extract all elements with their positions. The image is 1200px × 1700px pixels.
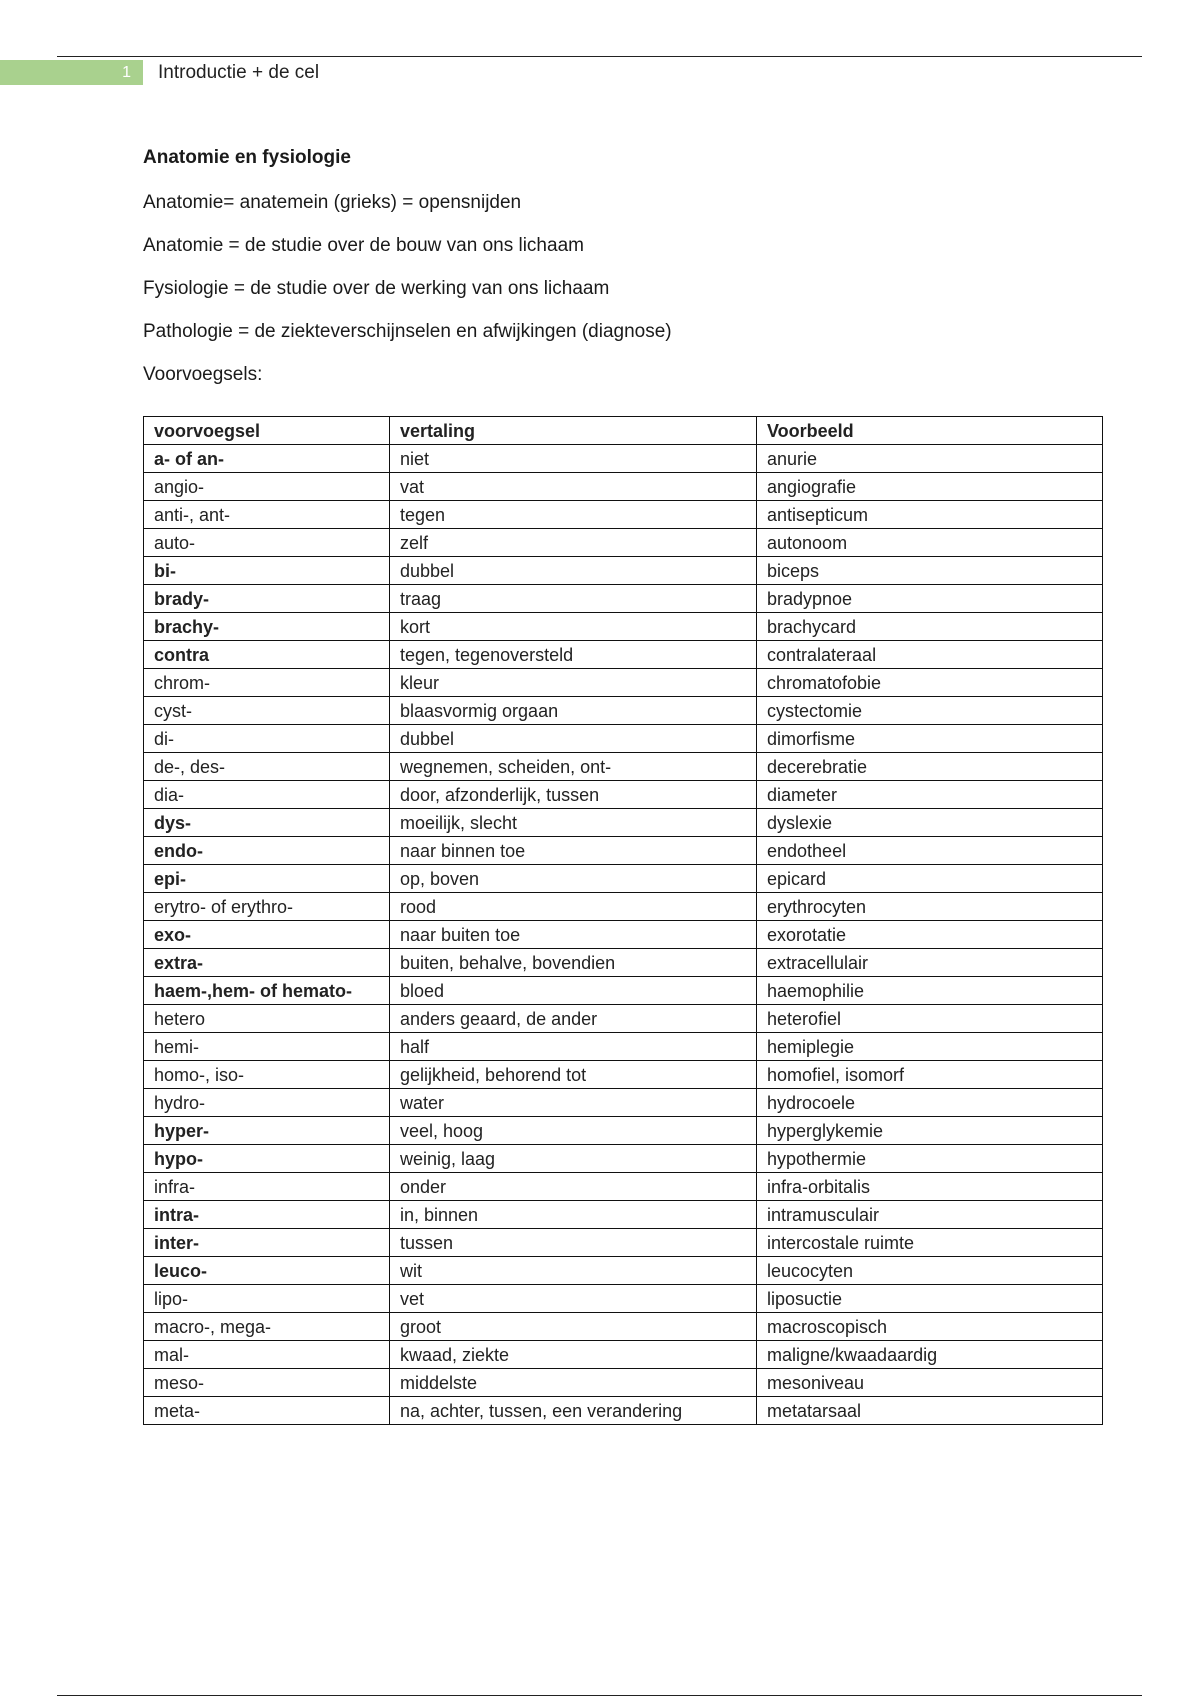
translation-cell: weinig, laag — [390, 1145, 757, 1173]
example-cell: exorotatie — [757, 921, 1103, 949]
prefix-cell: brady- — [144, 585, 390, 613]
table-row — [144, 809, 1103, 837]
prefix-cell: hypo- — [144, 1145, 390, 1173]
prefix-cell: chrom- — [144, 669, 390, 697]
translation-cell: traag — [390, 585, 757, 613]
column-header-prefix: voorvoegsel — [144, 417, 390, 445]
example-cell: hydrocoele — [757, 1089, 1103, 1117]
translation-cell: buiten, behalve, bovendien — [390, 949, 757, 977]
table-row — [144, 753, 1103, 781]
example-cell: decerebratie — [757, 753, 1103, 781]
translation-cell: kleur — [390, 669, 757, 697]
table-row — [144, 585, 1103, 613]
table-row — [144, 725, 1103, 753]
translation-cell: gelijkheid, behorend tot — [390, 1061, 757, 1089]
translation-cell: onder — [390, 1173, 757, 1201]
column-header-translation: vertaling — [390, 417, 757, 445]
example-cell: antisepticum — [757, 501, 1103, 529]
prefix-cell: haem-,hem- of hemato- — [144, 977, 390, 1005]
example-cell: liposuctie — [757, 1285, 1103, 1313]
translation-cell: kwaad, ziekte — [390, 1341, 757, 1369]
translation-cell: op, boven — [390, 865, 757, 893]
translation-cell: groot — [390, 1313, 757, 1341]
translation-cell: dubbel — [390, 557, 757, 585]
prefix-cell: auto- — [144, 529, 390, 557]
table-row — [144, 921, 1103, 949]
table-row — [144, 557, 1103, 585]
translation-cell: niet — [390, 445, 757, 473]
table-row — [144, 977, 1103, 1005]
prefix-cell: endo- — [144, 837, 390, 865]
prefix-cell: bi- — [144, 557, 390, 585]
prefix-cell: meso- — [144, 1369, 390, 1397]
translation-cell: tegen — [390, 501, 757, 529]
example-cell: hypothermie — [757, 1145, 1103, 1173]
prefix-cell: leuco- — [144, 1257, 390, 1285]
table-row — [144, 1145, 1103, 1173]
table-row — [144, 1117, 1103, 1145]
example-cell: macroscopisch — [757, 1313, 1103, 1341]
translation-cell: middelste — [390, 1369, 757, 1397]
section-heading: Anatomie en fysiologie — [143, 147, 351, 168]
definition-fysiologie: Fysiologie = de studie over de werking van ons lichaam — [143, 278, 610, 299]
example-cell: bradypnoe — [757, 585, 1103, 613]
table-header-row — [144, 417, 1103, 445]
example-cell: brachycard — [757, 613, 1103, 641]
prefix-cell: cyst- — [144, 697, 390, 725]
prefix-cell: brachy- — [144, 613, 390, 641]
example-cell: mesoniveau — [757, 1369, 1103, 1397]
translation-cell: vet — [390, 1285, 757, 1313]
table-row — [144, 781, 1103, 809]
table-row — [144, 1229, 1103, 1257]
example-cell: cystectomie — [757, 697, 1103, 725]
table-row — [144, 501, 1103, 529]
table-row — [144, 1005, 1103, 1033]
translation-cell: door, afzonderlijk, tussen — [390, 781, 757, 809]
intro-section — [143, 138, 1103, 389]
example-cell: metatarsaal — [757, 1397, 1103, 1425]
translation-cell: in, binnen — [390, 1201, 757, 1229]
prefix-cell: contra — [144, 641, 390, 669]
definition-pathologie: Pathologie = de ziekteverschijnselen en afwijkingen (diagnose) — [143, 321, 672, 342]
table-row — [144, 1285, 1103, 1313]
table-row — [144, 1173, 1103, 1201]
footer-rule — [57, 1695, 1142, 1696]
example-cell: leucocyten — [757, 1257, 1103, 1285]
definition-anatomie: Anatomie = de studie over de bouw van ons lichaam — [143, 235, 584, 256]
definition-anatomie-etymology: Anatomie= anatemein (grieks) = opensnijden — [143, 192, 522, 213]
prefix-cell: lipo- — [144, 1285, 390, 1313]
translation-cell: wegnemen, scheiden, ont- — [390, 753, 757, 781]
example-cell: infra-orbitalis — [757, 1173, 1103, 1201]
prefix-cell: hemi- — [144, 1033, 390, 1061]
prefix-cell: inter- — [144, 1229, 390, 1257]
prefix-cell: hetero — [144, 1005, 390, 1033]
prefix-cell: hydro- — [144, 1089, 390, 1117]
translation-cell: naar buiten toe — [390, 921, 757, 949]
column-header-example: Voorbeeld — [757, 417, 1103, 445]
table-row — [144, 473, 1103, 501]
prefix-cell: hyper- — [144, 1117, 390, 1145]
translation-cell: anders geaard, de ander — [390, 1005, 757, 1033]
table-row — [144, 1033, 1103, 1061]
prefix-cell: meta- — [144, 1397, 390, 1425]
prefix-cell: intra- — [144, 1201, 390, 1229]
prefix-table — [143, 416, 1103, 1425]
prefix-cell: epi- — [144, 865, 390, 893]
table-row — [144, 641, 1103, 669]
prefix-cell: dys- — [144, 809, 390, 837]
translation-cell: dubbel — [390, 725, 757, 753]
translation-cell: kort — [390, 613, 757, 641]
example-cell: homofiel, isomorf — [757, 1061, 1103, 1089]
example-cell: intercostale ruimte — [757, 1229, 1103, 1257]
prefix-cell: macro-, mega- — [144, 1313, 390, 1341]
prefix-cell: de-, des- — [144, 753, 390, 781]
translation-cell: na, achter, tussen, een verandering — [390, 1397, 757, 1425]
example-cell: contralateraal — [757, 641, 1103, 669]
page-number-badge: 1 — [0, 60, 143, 85]
table-row — [144, 669, 1103, 697]
table-row — [144, 529, 1103, 557]
table-row — [144, 837, 1103, 865]
prefix-cell: dia- — [144, 781, 390, 809]
table-row — [144, 1089, 1103, 1117]
table-row — [144, 1201, 1103, 1229]
translation-cell: zelf — [390, 529, 757, 557]
example-cell: angiografie — [757, 473, 1103, 501]
example-cell: diameter — [757, 781, 1103, 809]
example-cell: dyslexie — [757, 809, 1103, 837]
prefix-cell: angio- — [144, 473, 390, 501]
table-row — [144, 1341, 1103, 1369]
prefix-table-body — [144, 445, 1103, 1425]
translation-cell: bloed — [390, 977, 757, 1005]
prefix-table-caption: Voorvoegsels: — [143, 364, 263, 385]
example-cell: endotheel — [757, 837, 1103, 865]
table-row — [144, 949, 1103, 977]
translation-cell: vat — [390, 473, 757, 501]
prefix-cell: homo-, iso- — [144, 1061, 390, 1089]
table-row — [144, 613, 1103, 641]
example-cell: biceps — [757, 557, 1103, 585]
prefix-cell: mal- — [144, 1341, 390, 1369]
example-cell: chromatofobie — [757, 669, 1103, 697]
translation-cell: tussen — [390, 1229, 757, 1257]
example-cell: maligne/kwaadaardig — [757, 1341, 1103, 1369]
table-row — [144, 1061, 1103, 1089]
translation-cell: rood — [390, 893, 757, 921]
prefix-cell: exo- — [144, 921, 390, 949]
table-row — [144, 1313, 1103, 1341]
prefix-cell: anti-, ant- — [144, 501, 390, 529]
prefix-cell: infra- — [144, 1173, 390, 1201]
prefix-cell: extra- — [144, 949, 390, 977]
chapter-title: Introductie + de cel — [158, 62, 320, 83]
table-row — [144, 1257, 1103, 1285]
translation-cell: moeilijk, slecht — [390, 809, 757, 837]
table-row — [144, 865, 1103, 893]
translation-cell: veel, hoog — [390, 1117, 757, 1145]
example-cell: heterofiel — [757, 1005, 1103, 1033]
example-cell: hemiplegie — [757, 1033, 1103, 1061]
table-row — [144, 1369, 1103, 1397]
example-cell: extracellulair — [757, 949, 1103, 977]
prefix-cell: erytro- of erythro- — [144, 893, 390, 921]
translation-cell: water — [390, 1089, 757, 1117]
prefix-cell: a- of an- — [144, 445, 390, 473]
example-cell: hyperglykemie — [757, 1117, 1103, 1145]
example-cell: anurie — [757, 445, 1103, 473]
example-cell: haemophilie — [757, 977, 1103, 1005]
translation-cell: tegen, tegenoversteld — [390, 641, 757, 669]
prefix-cell: di- — [144, 725, 390, 753]
translation-cell: wit — [390, 1257, 757, 1285]
example-cell: dimorfisme — [757, 725, 1103, 753]
table-row — [144, 445, 1103, 473]
table-row — [144, 1397, 1103, 1425]
example-cell: intramusculair — [757, 1201, 1103, 1229]
example-cell: erythrocyten — [757, 893, 1103, 921]
header-rule — [57, 56, 1142, 57]
table-row — [144, 697, 1103, 725]
example-cell: epicard — [757, 865, 1103, 893]
translation-cell: half — [390, 1033, 757, 1061]
translation-cell: naar binnen toe — [390, 837, 757, 865]
example-cell: autonoom — [757, 529, 1103, 557]
table-row — [144, 893, 1103, 921]
translation-cell: blaasvormig orgaan — [390, 697, 757, 725]
